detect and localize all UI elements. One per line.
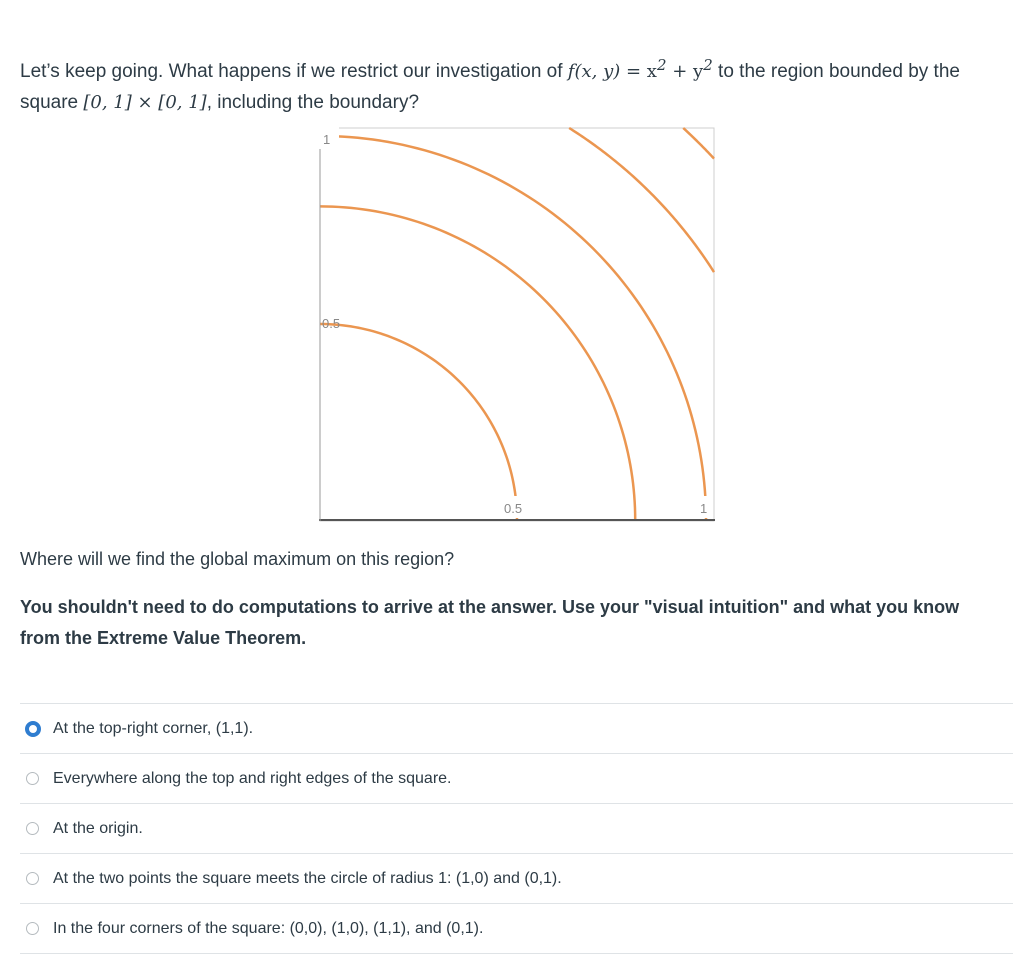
answer-option[interactable] [20, 903, 1013, 954]
question-prompt: Where will we find the global maximum on this region? [20, 549, 455, 569]
question-instruction: You shouldn't need to do computations to arrive at the answer. Use your "visual intuition" and what you know from the Extreme Value Theorem. [20, 597, 960, 648]
answer-label[interactable]: At the two points the square meets the circle of radius 1: (1,0) and (0,1). [53, 869, 562, 887]
exponent-y: 2 [703, 56, 713, 74]
tick-label-x-right: 1 [700, 501, 708, 516]
answer-list [20, 703, 1013, 954]
tick-label-y-mid: 0.5 [322, 316, 341, 331]
answer-label[interactable]: In the four corners of the square: (0,0), (1,0), (1,1), and (0,1). [53, 919, 484, 937]
question-text [20, 50, 1010, 118]
radio-button[interactable] [25, 721, 41, 737]
tick-label-x-mid: 0.5 [504, 501, 523, 516]
function-expression [567, 56, 713, 82]
contour-plot-svg [319, 127, 715, 523]
answer-label[interactable]: At the origin. [53, 819, 143, 837]
question-intro: Let’s keep going. What happens if we restrict our investigation of [20, 61, 568, 82]
function-eq: = x [620, 61, 657, 82]
tick-label-y-top: 1 [323, 132, 331, 147]
function-name: f [567, 61, 575, 82]
radio-button[interactable] [26, 872, 39, 885]
question-middle: to the region bounded by the square [20, 61, 960, 113]
radio-button[interactable] [26, 922, 39, 935]
answer-label[interactable]: At the top-right corner, (1,1). [53, 719, 254, 737]
function-args: (x, y) [574, 61, 621, 82]
contour-plot [319, 127, 715, 523]
exponent-x: 2 [656, 56, 667, 74]
plot-frame [320, 128, 714, 521]
answer-label[interactable]: Everywhere along the top and right edges of the square. [53, 769, 452, 787]
function-plus: + y [666, 61, 704, 82]
answer-option[interactable] [20, 803, 1013, 853]
radio-button[interactable] [26, 822, 39, 835]
answer-option[interactable] [20, 753, 1013, 803]
answer-option[interactable] [20, 853, 1013, 903]
answer-option[interactable] [20, 703, 1013, 753]
radio-button[interactable] [26, 772, 39, 785]
square-region: [0, 1] × [0, 1] [83, 92, 207, 113]
question-end: , including the boundary? [206, 92, 420, 113]
